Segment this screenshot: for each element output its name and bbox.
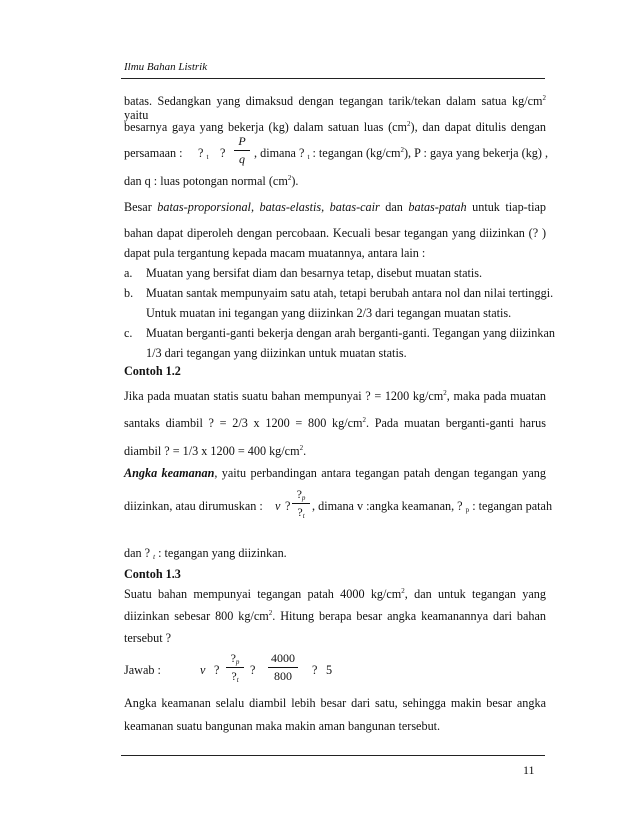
paragraph-line <box>124 416 546 430</box>
paragraph-line <box>124 546 287 560</box>
list-marker: a. <box>124 266 133 280</box>
answer-label: Jawab : <box>124 663 161 677</box>
equals-symbol: ? <box>250 663 256 677</box>
paragraph-line: diizinkan, atau dirumuskan : <box>124 499 263 513</box>
text-span: diambil ? = 1/3 x 1200 = 400 kg/cm <box>124 444 300 458</box>
numerator: 4000 <box>271 651 295 665</box>
subscript: t <box>307 153 310 161</box>
numerator <box>292 487 310 502</box>
sigma-symbol: ? <box>296 487 302 501</box>
formula-description <box>254 146 548 160</box>
denominator: 800 <box>274 669 292 683</box>
page-number: 11 <box>523 763 535 777</box>
text-span: Besar <box>124 200 158 214</box>
text-span: batas. Sedangkan yang dimaksud dengan tegangan tarik/tekan dalam satua kg/cm <box>124 94 543 108</box>
italic-term: batas-patah <box>408 200 467 214</box>
text-span: dan <box>379 200 409 214</box>
answer-result: 5 <box>326 663 333 677</box>
paragraph-line <box>124 120 546 134</box>
italic-terms: batas-proporsional, batas-elastis, batas-cair <box>157 200 380 214</box>
superscript: 2 <box>542 94 546 102</box>
list-item: Muatan yang bersifat diam dan besarnya tetap, disebut muatan statis. <box>146 266 483 280</box>
text-span: : tegangan (kg/cm <box>309 146 401 160</box>
formula-v: v <box>275 499 281 513</box>
sigma-symbol: ? <box>198 146 204 160</box>
denominator <box>226 669 244 684</box>
paragraph-line <box>124 174 298 188</box>
superscript: 2 <box>287 174 292 182</box>
subscript: p <box>301 494 306 502</box>
text-span: , dimana v :angka keamanan, ? <box>312 499 466 513</box>
formula-lhs <box>198 146 208 160</box>
text-span: dan ? <box>124 546 154 560</box>
fraction-sigma <box>226 651 244 684</box>
list-item-continuation: Untuk muatan ini tegangan yang diizinkan 2/3 dari tegangan muatan statis. <box>146 306 512 320</box>
text-span: : tegangan patah <box>469 499 553 513</box>
fraction-p-over-q <box>234 134 250 167</box>
fraction-bar <box>234 150 250 151</box>
superscript: 2 <box>401 587 405 595</box>
sigma-symbol: ? <box>231 669 237 683</box>
denominator: q <box>239 152 245 166</box>
paragraph-line <box>124 587 546 601</box>
paragraph-line: keamanan suatu bangunan maka makin aman bangunan tersebut. <box>124 719 441 733</box>
text-span: . Pada muatan berganti-ganti harus <box>365 416 546 430</box>
superscript: 2 <box>299 444 304 452</box>
paragraph-line <box>124 389 546 403</box>
text-span: diizinkan sebesar 800 kg/cm <box>124 609 269 623</box>
text-span: , yaitu perbandingan antara tegangan patah dengan tegangan yang <box>214 466 546 480</box>
fraction-bar <box>226 667 244 668</box>
list-item-continuation: 1/3 dari tegangan yang diizinkan untuk muatan statis. <box>146 346 407 360</box>
fraction-bar <box>292 503 310 504</box>
formula-v: v <box>200 663 206 677</box>
subscript: t <box>206 153 209 161</box>
text-span: untuk tiap-tiap <box>466 200 547 214</box>
equals-symbol: ? <box>220 146 226 160</box>
running-header: Ilmu Bahan Listrik <box>124 61 208 73</box>
paragraph-line <box>124 94 546 122</box>
fraction-bar <box>268 667 298 668</box>
paragraph-line: bahan dapat diperoleh dengan percobaan. Kecuali besar tegangan yang diizinkan (? ) <box>124 226 546 240</box>
equals-symbol: ? <box>312 663 318 677</box>
text-span: dan q : luas potongan normal (cm <box>124 174 288 188</box>
superscript: 2 <box>362 416 366 424</box>
paragraph-line <box>124 466 546 480</box>
footer-rule <box>121 755 545 756</box>
defined-term: Angka keamanan <box>124 466 215 480</box>
superscript: 2 <box>407 120 411 128</box>
header-rule <box>121 78 545 79</box>
subscript: t <box>153 553 156 561</box>
denominator <box>292 505 310 520</box>
text-span: Suatu bahan mempunyai tegangan patah 4000 kg/cm <box>124 587 402 601</box>
text-span: : tegangan yang diizinkan. <box>155 546 287 560</box>
text-span: , dimana ? <box>254 146 308 160</box>
text-span: Jika pada muatan statis suatu bahan mempunyai ? = 1200 kg/cm <box>124 389 444 403</box>
subscript: t <box>302 512 305 520</box>
text-span: yaitu <box>124 108 149 122</box>
text-span: besarnya gaya yang bekerja (kg) dalam satuan luas (cm <box>124 120 408 134</box>
list-item: Muatan berganti-ganti bekerja dengan arah berganti-ganti. Tegangan yang diizinkan <box>146 326 555 340</box>
text-span: . <box>303 444 307 458</box>
paragraph-line: dapat pula tergantung kepada macam muatannya, antara lain : <box>124 246 426 260</box>
formula-label: persamaan : <box>124 146 183 160</box>
formula-description <box>312 499 552 513</box>
sigma-symbol: ? <box>297 505 303 519</box>
text-span: santaks diambil ? = 2/3 x 1200 = 800 kg/cm <box>124 416 363 430</box>
paragraph-line: Angka keamanan selalu diambil lebih besar dari satu, sehingga makin besar angka <box>124 696 546 710</box>
example-heading: Contoh 1.3 <box>124 567 181 581</box>
superscript: 2 <box>443 389 447 397</box>
superscript: 2 <box>400 146 404 154</box>
superscript: 2 <box>268 609 273 617</box>
numerator <box>226 651 244 666</box>
subscript: t <box>236 676 239 684</box>
subscript: p <box>465 506 470 514</box>
paragraph-line <box>124 200 546 214</box>
subscript: p <box>235 658 240 666</box>
fraction-safety-factor <box>292 487 310 520</box>
text-span: . Hitung berapa besar angka keamanannya dari bahan <box>272 609 547 623</box>
text-span: , maka pada muatan <box>446 389 546 403</box>
list-marker: b. <box>124 286 134 300</box>
paragraph-line <box>124 444 306 458</box>
equals-symbol: ? <box>214 663 220 677</box>
text-span: , dan untuk tegangan yang <box>404 587 546 601</box>
text-span: ), P : gaya yang bekerja (kg) , <box>403 146 549 160</box>
text-span: ). <box>291 174 299 188</box>
list-item: Muatan santak mempunyaim satu atah, tetapi berubah antara nol dan nilai tertinggi. <box>146 286 554 300</box>
sigma-symbol: ? <box>230 651 236 665</box>
list-marker: c. <box>124 326 133 340</box>
numerator: P <box>238 134 246 148</box>
paragraph-line: tersebut ? <box>124 631 172 645</box>
equals-symbol: ? <box>285 499 291 513</box>
paragraph-line <box>124 609 546 623</box>
example-heading: Contoh 1.2 <box>124 364 181 378</box>
text-span: ), dan dapat ditulis dengan <box>410 120 546 134</box>
fraction-numeric <box>268 651 298 684</box>
